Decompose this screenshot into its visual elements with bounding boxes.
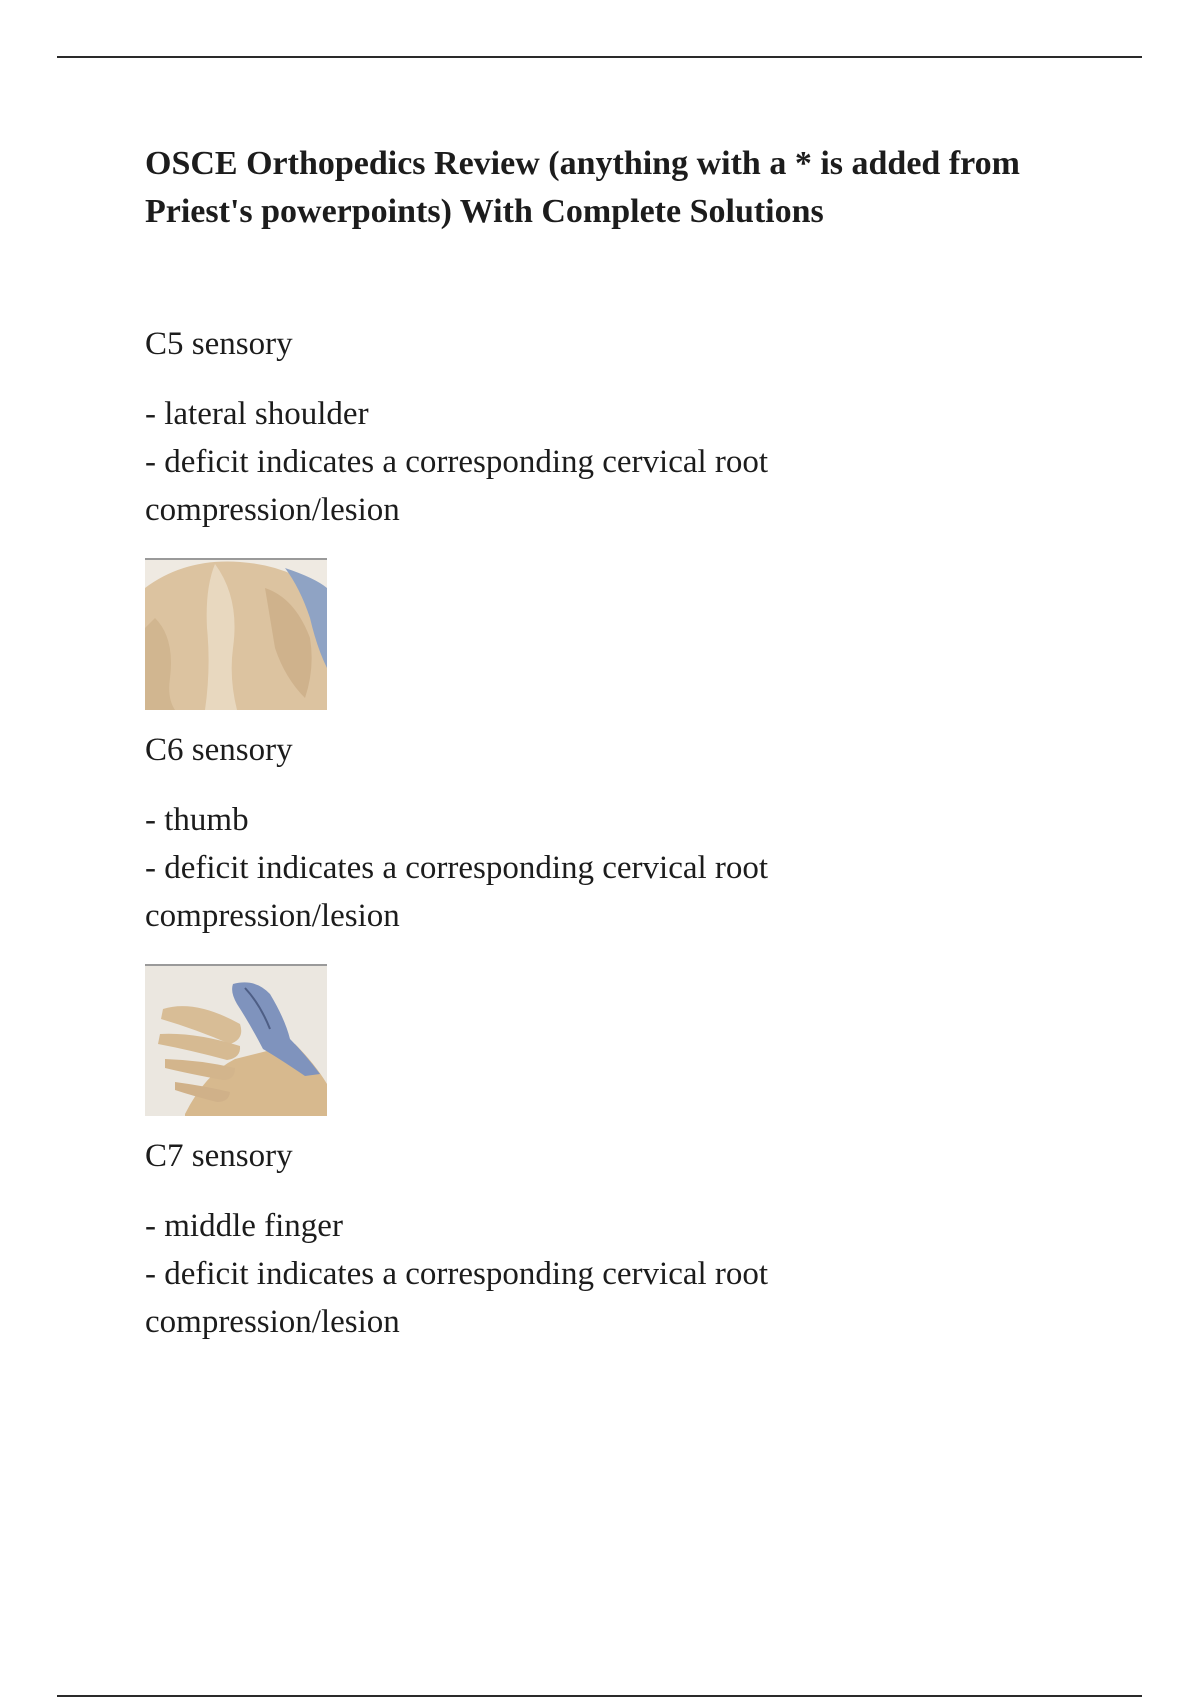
definition-line: - deficit indicates a corresponding cervical root: [145, 850, 769, 886]
flashcard-c7: [145, 1136, 1105, 1346]
definition-line: - lateral shoulder: [145, 396, 369, 432]
definition-c5: [145, 390, 1105, 534]
thumb-dermatome-image: [145, 964, 327, 1116]
definition-line: - middle finger: [145, 1208, 343, 1244]
term-c7: C7 sensory: [145, 1138, 293, 1174]
term-c6: C6 sensory: [145, 732, 293, 768]
top-rule: [57, 56, 1142, 58]
flashcard-c6: [145, 730, 1105, 1116]
flashcard-list: [145, 324, 1105, 1346]
definition-c7: [145, 1202, 1105, 1346]
definition-line: compression/lesion: [145, 492, 400, 528]
term-c5: C5 sensory: [145, 326, 293, 362]
shoulder-dermatome-image: [145, 558, 327, 710]
definition-line: compression/lesion: [145, 1304, 400, 1340]
definition-line: - deficit indicates a corresponding cervical root: [145, 1256, 769, 1292]
flashcard-c5: [145, 324, 1105, 710]
definition-line: - deficit indicates a corresponding cervical root: [145, 444, 769, 480]
definition-line: - thumb: [145, 802, 249, 838]
bottom-rule: [57, 1695, 1142, 1697]
document-body: [145, 140, 1105, 1366]
definition-c6: [145, 796, 1105, 940]
definition-line: compression/lesion: [145, 898, 400, 934]
document-title: OSCE Orthopedics Review (anything with a * is added from Priest's powerpoints) With Complete Solutions: [145, 145, 1020, 230]
